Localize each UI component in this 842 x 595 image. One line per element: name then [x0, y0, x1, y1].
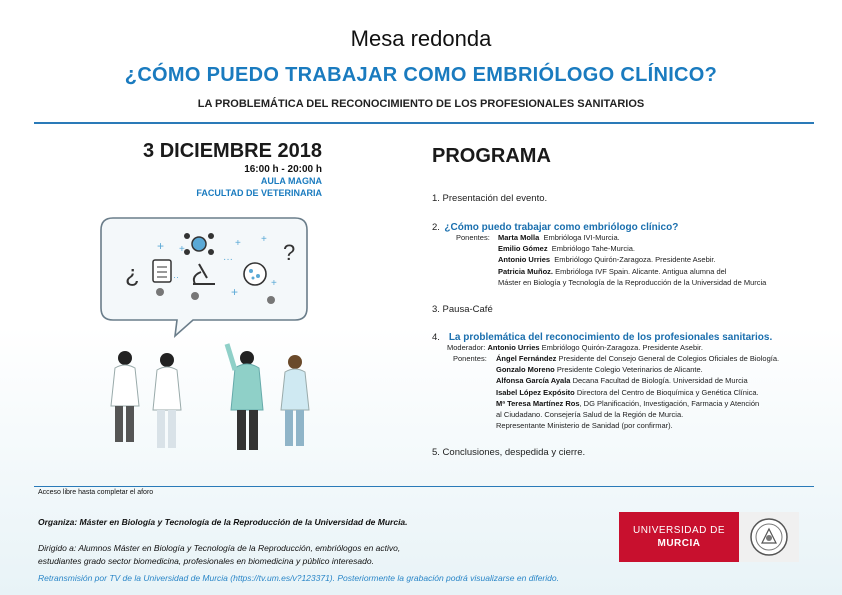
dot-decoration: [191, 292, 199, 300]
svg-text:+: +: [235, 238, 241, 249]
speaker-row: [498, 266, 818, 277]
page-title: ¿CÓMO PUEDO TRABAJAR COMO EMBRIÓLOGO CLÍNICO?: [124, 64, 718, 86]
speaker-list: [496, 353, 826, 431]
question-mark-icon: ?: [283, 240, 296, 265]
moderador-role: Embriólogo Quirón-Zaragoza. Presidente Asebir.: [541, 343, 703, 352]
svg-text:··: ··: [173, 272, 179, 282]
speaker-role: Embriólogo Quirón-Zaragoza. Presidente Asebir.: [554, 255, 716, 265]
speaker-name: Mª Teresa Martínez Ros: [496, 398, 580, 408]
speaker-role: Presidente del Consejo General de Colegios Oficiales de Biología.: [558, 354, 780, 363]
logo-line1: UNIVERSIDAD DE: [632, 525, 725, 536]
programa-item-4-number: 4.: [432, 332, 440, 343]
scientist-figure: [111, 351, 139, 442]
scientist-figure: [227, 344, 263, 450]
ponentes-label: Ponentes:: [453, 354, 487, 363]
speaker-row: [496, 387, 826, 398]
programa-item-2-number: 2.: [432, 222, 440, 233]
dot-decoration: [267, 296, 275, 304]
svg-text:+: +: [179, 244, 185, 255]
svg-text:+: +: [231, 285, 239, 299]
moderador-label: Moderador:: [447, 343, 486, 352]
programa-item-5: 5. Conclusiones, despedida y cierre.: [432, 447, 586, 458]
speaker-name: Emilio Gómez: [498, 244, 548, 254]
programa-item-4-title: La problemática del reconocimiento de los profesionales sanitarios.: [448, 332, 773, 343]
representante-row: Representante Ministerio de Sanidad (por confirmar).: [496, 421, 673, 431]
event-room: AULA MAGNA: [260, 176, 322, 186]
clipboard-icon: [153, 260, 171, 282]
speaker-row: [498, 254, 818, 265]
speaker-name: Marta Molla: [498, 233, 540, 242]
speaker-row: [496, 375, 826, 386]
event-venue: FACULTAD DE VETERINARIA: [196, 188, 322, 198]
programa-item-3: 3. Pausa-Café: [432, 304, 493, 315]
programa-heading: PROGRAMA: [432, 145, 551, 167]
speaker-role: Directora del Centro de Bioquímica y Genética Clínica.: [576, 387, 759, 397]
speaker-name: Gonzalo Moreno: [496, 365, 555, 375]
svg-text:+: +: [271, 278, 277, 289]
scientist-figure: [153, 353, 181, 448]
svg-text:···: ···: [223, 254, 233, 265]
ponentes-label: Ponentes:: [456, 233, 490, 242]
speaker-row: [498, 243, 818, 254]
organizer-text: Organiza: Máster en Biología y Tecnología de la Reproducción de la Universidad de Murcia.: [38, 517, 408, 527]
speaker-name: Ángel Fernández: [496, 354, 557, 363]
scientist-figure: [281, 355, 309, 446]
event-hours: 16:00 h - 20:00 h: [244, 164, 322, 175]
footer-divider: [34, 486, 814, 487]
scientists-illustration: [95, 210, 320, 470]
speaker-role: Embrióloga IVI-Murcia.: [543, 233, 620, 242]
page-subtitle: LA PROBLEMÁTICA DEL RECONOCIMIENTO DE LOS PROFESIONALES SANITARIOS: [197, 98, 645, 110]
programa-item-1: 1. Presentación del evento.: [432, 193, 548, 204]
moderador-row: [447, 342, 703, 353]
event-date: 3 DICIEMBRE 2018: [143, 140, 322, 162]
university-logo: [619, 512, 799, 562]
speaker-role: Decana Facultad de Biología. Universidad de Murcia: [572, 376, 748, 386]
speaker-name: Isabel López Expósito: [496, 387, 575, 397]
speaker-name: Antonio Urries: [498, 255, 551, 265]
speaker-role: Presidente Colegio Veterinarios de Alicante.: [556, 365, 703, 375]
speaker-row: [498, 232, 818, 243]
header-divider: [34, 122, 814, 124]
audience-text-line2: estudiantes grado sector biomedicina, profesionales en biomedicina y público interesado.: [38, 556, 374, 566]
logo-text: [619, 524, 739, 550]
speaker-role-continued: Máster en Biología y Tecnología de la Reproducción de la Universidad de Murcia: [498, 277, 767, 287]
broadcast-link[interactable]: Retransmisión por TV de la Universidad de Murcia (https://tv.um.es/v?123371). Posteriormente la grabación podrá visualizarse en diferido.: [38, 573, 559, 583]
speaker-role: Embrióloga IVF Spain. Alicante. Antigua alumna del: [555, 266, 727, 276]
access-note: Acceso libre hasta completar el aforo: [38, 489, 154, 496]
speaker-row: [496, 353, 826, 364]
speaker-role: , DG Planificación, Investigación, Farmacia y Atención: [579, 398, 760, 408]
speaker-name: Alfonsa García Ayala: [496, 376, 571, 386]
logo-line2: MURCIA: [657, 538, 701, 549]
petri-dish-icon: [244, 263, 266, 285]
svg-text:+: +: [261, 234, 267, 245]
moderador-name: Antonio Urries: [487, 343, 540, 352]
speaker-name: Patricia Muñoz.: [498, 266, 554, 276]
audience-text-line1: Dirigido a: Alumnos Máster en Biología y Tecnología de la Reproducción, embriólogos en activo,: [38, 543, 401, 553]
speaker-list: [498, 232, 818, 288]
programa-item-2-title: ¿Cómo puedo trabajar como embriólogo clínico?: [444, 222, 679, 233]
speaker-row: [496, 398, 826, 409]
event-kicker: Mesa redonda: [350, 26, 492, 51]
question-mark-icon: ¿: [125, 261, 140, 288]
dot-decoration: [156, 288, 164, 296]
speaker-row: [496, 364, 826, 375]
speaker-role: Embriólogo Tahe-Murcia.: [551, 244, 635, 254]
university-seal-icon: [739, 512, 799, 562]
speaker-role-continued: al Ciudadano. Consejería Salud de la Región de Murcia.: [496, 410, 684, 420]
svg-text:+: +: [157, 239, 165, 253]
